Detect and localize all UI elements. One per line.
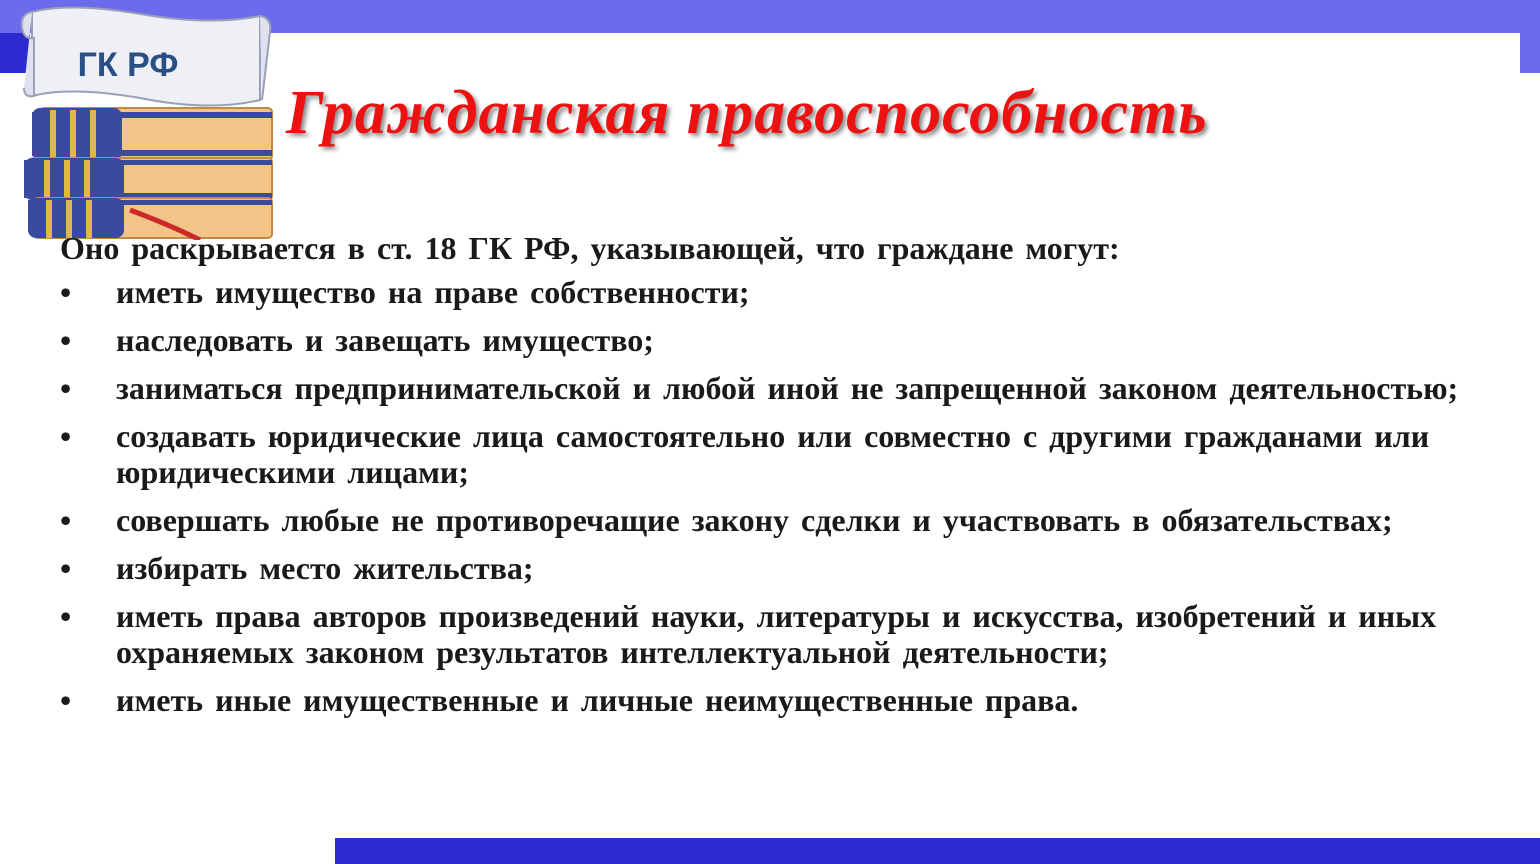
slide-body [60, 230, 1460, 730]
list-item: • создавать юридические лица самостоятельно или совместно с другими гражданами или юридическими лицами; [60, 418, 1430, 490]
bullet-icon: • [60, 682, 72, 718]
list-item: • заниматься предпринимательской и любой иной не запрещенной законом деятельностью; [60, 370, 1459, 406]
logo-text: ГК РФ [77, 46, 179, 84]
slide-title: Гражданская правоспособность [286, 79, 1208, 147]
rights-list [60, 274, 1460, 718]
intro-text: Оно раскрывается в ст. 18 ГК РФ, указывающей, что граждане могут: [60, 230, 1120, 266]
law-books-logo [10, 0, 280, 240]
list-item: • избирать место жительства; [60, 550, 534, 586]
bottom-band [335, 838, 1540, 864]
bullet-icon: • [60, 550, 72, 586]
bullet-icon: • [60, 322, 72, 358]
bullet-icon: • [60, 370, 72, 406]
bullet-icon: • [60, 502, 72, 538]
list-item: • совершать любые не противоречащие закону сделки и участвовать в обязательствах; [60, 502, 1393, 538]
list-item: • иметь имущество на праве собственности; [60, 274, 750, 310]
bullet-icon: • [60, 274, 72, 310]
list-item: • наследовать и завещать имущество; [60, 322, 654, 358]
bullet-icon: • [60, 418, 72, 454]
bullet-icon: • [60, 598, 72, 634]
list-item: • иметь права авторов произведений науки, литературы и искусства, изобретений и иных охраняемых законом результатов интеллектуальной деятельности; [60, 598, 1437, 670]
list-item: • иметь иные имущественные и личные неимущественные права. [60, 682, 1079, 718]
right-band-accent [1520, 33, 1540, 73]
